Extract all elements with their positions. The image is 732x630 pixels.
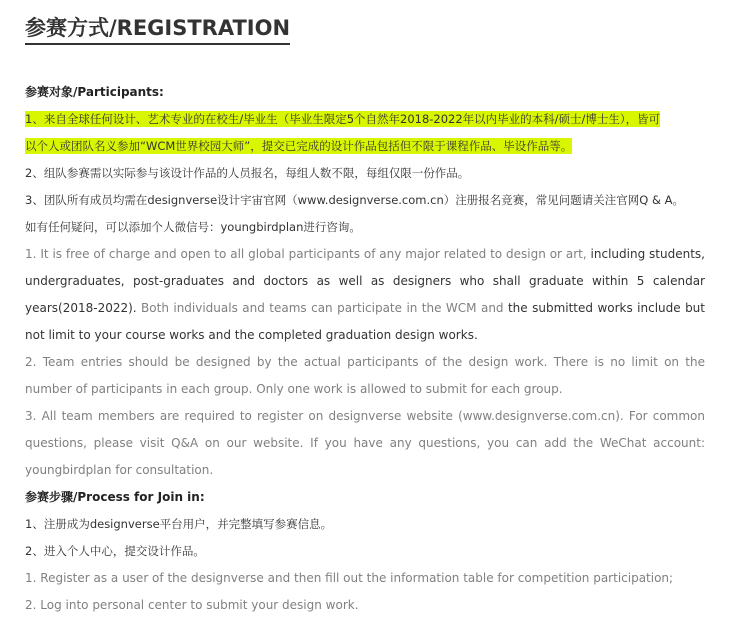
en-item-1-part-a: 1. It is free of charge and open to all global participants of any major related to design or art,	[25, 247, 587, 261]
participants-cn-item-1	[25, 106, 705, 133]
page-title: 参赛方式/REGISTRATION	[25, 14, 290, 45]
participants-en-item-1	[25, 241, 705, 349]
highlighted-text: 1、来自全球任何设计、艺术专业的在校生/毕业生（毕业生限定5个自然年2018-2022年以内毕业的本科/硕士/博士生），皆可	[25, 112, 661, 126]
process-en-step-2: 2. Log into personal center to submit your design work.	[25, 598, 359, 612]
process-heading: 参赛步骤/Process for Join in:	[25, 490, 205, 504]
en-item-1-part-c: Both individuals and teams can participate in the WCM and	[136, 301, 504, 315]
participants-en-item-3: 3. All team members are required to register on designverse website (www.designverse.com.cn). For common questions, please visit Q&A on our website. If you have any questions, you can add the WeChat account: youngbirdplan for consultation.	[25, 409, 705, 477]
highlighted-text: 以个人或团队名义参加“WCM世界校园大师”，提交已完成的设计作品包括但不限于课程作品、毕设作品等。	[25, 139, 573, 153]
participants-cn-item-3-cont: 如有任何疑问，可以添加个人微信号：youngbirdplan进行咨询。	[25, 220, 361, 234]
en-item-1-part-b: including students, undergraduates, post-graduates and doctors as well as designers who shall graduate within 5 calendar years(2018-2022).	[25, 247, 705, 315]
participants-cn-item-3: 3、团队所有成员均需在designverse设计宇宙官网（www.designverse.com.cn）注册报名竞赛，常见问题请关注官网Q & A。	[25, 193, 684, 207]
process-cn-step-2: 2、进入个人中心，提交设计作品。	[25, 544, 205, 558]
process-cn-step-1: 1、注册成为designverse平台用户，并完整填写参赛信息。	[25, 517, 333, 531]
participants-cn-item-2: 2、组队参赛需以实际参与该设计作品的人员报名，每组人数不限，每组仅限一份作品。	[25, 166, 470, 180]
participants-en-item-2: 2. Team entries should be designed by the actual participants of the design work. There is no limit on the number of participants in each group. Only one work is allowed to submit for each group.	[25, 355, 705, 396]
process-en-step-1: 1. Register as a user of the designverse and then fill out the information table for competition participation;	[25, 571, 674, 585]
registration-article	[25, 14, 705, 619]
participants-cn-item-1-cont	[25, 133, 705, 160]
participants-heading: 参赛对象/Participants:	[25, 85, 164, 99]
en-item-1-part-d: the submitted works include but not limit to your course works and the completed graduation design works.	[25, 301, 705, 342]
